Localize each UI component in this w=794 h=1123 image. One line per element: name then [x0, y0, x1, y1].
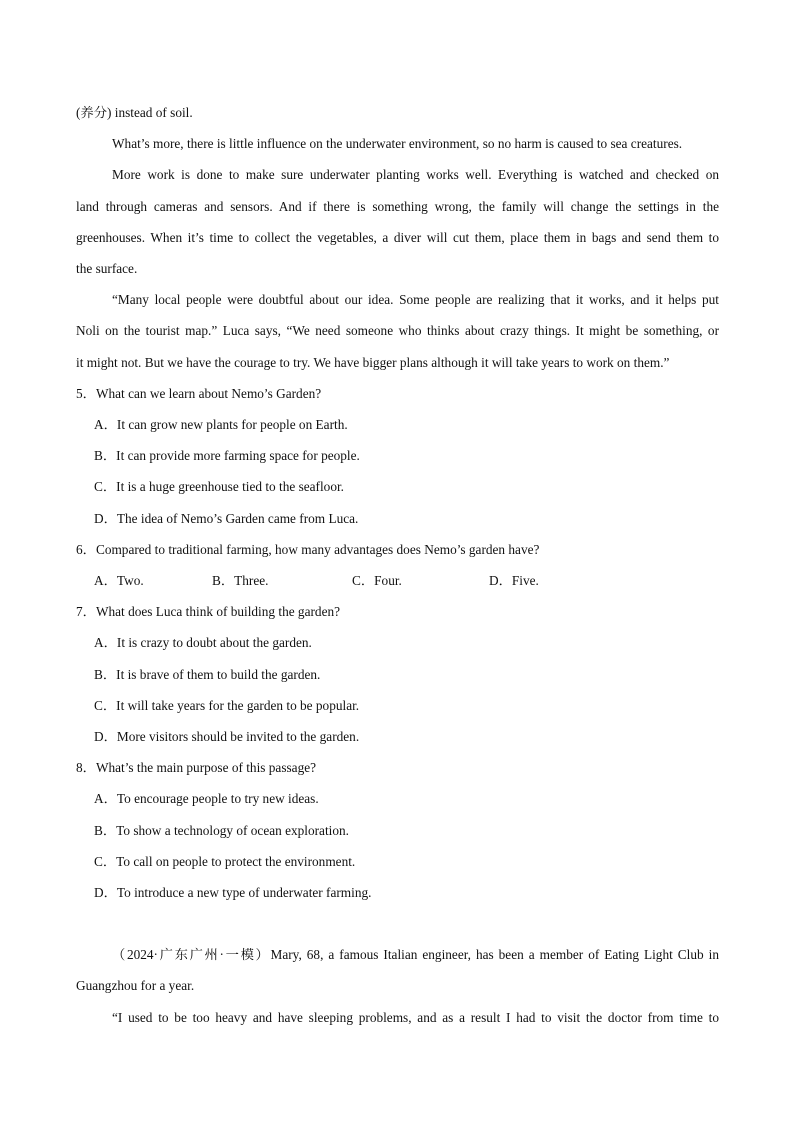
- question-8-option-b: B．To show a technology of ocean exploration.: [94, 822, 349, 838]
- question-6-option-d: D．Five.: [489, 573, 539, 589]
- passage-line: the surface.: [76, 261, 138, 277]
- question-5-option-b: B．It can provide more farming space for people.: [94, 448, 360, 464]
- passage-line: greenhouses. When it’s time to collect the vegetables, a diver will cut them, place them in bags and send them to: [76, 229, 719, 245]
- passage-line: （2024·广东广州·一模）Mary, 68, a famous Italian engineer, has been a member of Eating Light Club in: [112, 947, 719, 963]
- question-6-option-b: B．Three.: [212, 573, 269, 589]
- question-8-stem: 8．What’s the main purpose of this passage?: [76, 760, 317, 776]
- passage-line: land through cameras and sensors. And if there is something wrong, the family will change the settings in the: [76, 198, 719, 214]
- section-gap: [76, 908, 719, 939]
- passage-line: “I used to be too heavy and have sleeping problems, and as a result I had to visit the doctor from time to: [112, 1009, 719, 1025]
- question-7-option-b: B．It is brave of them to build the garden.: [94, 666, 321, 682]
- question-7-option-a: A．It is crazy to doubt about the garden.: [94, 635, 312, 651]
- question-8-option-d: D．To introduce a new type of underwater farming.: [94, 885, 372, 901]
- question-7-stem: 7．What does Luca think of building the garden?: [76, 604, 341, 620]
- passage-line: (养分) instead of soil.: [76, 105, 193, 120]
- question-6-option-c: C．Four.: [352, 573, 402, 589]
- question-8-option-c: C．To call on people to protect the environment.: [94, 853, 356, 869]
- question-6-option-a: A．Two.: [94, 573, 144, 589]
- passage-line: More work is done to make sure underwater planting works well. Everything is watched and checked on: [112, 167, 719, 183]
- question-5-option-d: D．The idea of Nemo’s Garden came from Luca.: [94, 510, 359, 526]
- question-7-option-c: C．It will take years for the garden to be popular.: [94, 697, 360, 713]
- passage-line: Noli on the tourist map.” Luca says, “We need someone who thinks about crazy things. It might be something, or: [76, 323, 719, 339]
- passage-line: What’s more, there is little influence on the underwater environment, so no harm is caused to sea creatures.: [112, 136, 683, 152]
- question-6-options: [76, 565, 719, 596]
- question-8-option-a: A．To encourage people to try new ideas.: [94, 791, 319, 807]
- question-6-stem: 6．Compared to traditional farming, how many advantages does Nemo’s garden have?: [76, 541, 540, 557]
- passage-line: it might not. But we have the courage to try. We have bigger plans although it will take years to work on them.”: [76, 354, 670, 370]
- question-5-stem: 5．What can we learn about Nemo’s Garden?: [76, 385, 322, 401]
- passage-line: “Many local people were doubtful about our idea. Some people are realizing that it works, and it helps put: [112, 292, 719, 308]
- document-page: [76, 97, 719, 1033]
- question-5-option-a: A．It can grow new plants for people on Earth.: [94, 417, 348, 433]
- passage-line: Guangzhou for a year.: [76, 978, 195, 994]
- question-5-option-c: C．It is a huge greenhouse tied to the seafloor.: [94, 479, 344, 495]
- question-7-option-d: D．More visitors should be invited to the garden.: [94, 729, 360, 745]
